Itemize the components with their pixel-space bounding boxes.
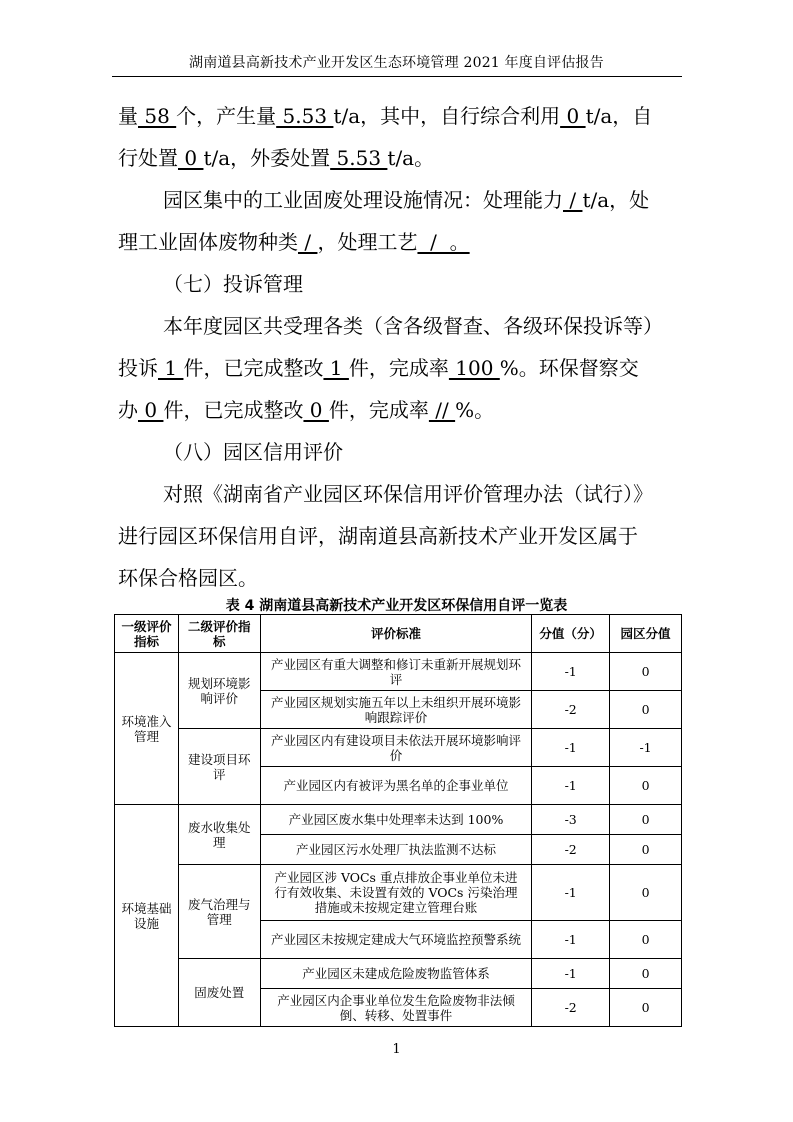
complaint-resolved: 1	[323, 356, 349, 380]
text: 投诉	[118, 356, 158, 380]
score-cell: -2	[532, 835, 610, 865]
complaint-rate: 100	[448, 356, 500, 380]
text: t/a，自	[585, 104, 653, 128]
header-level1: 一级评价指标	[115, 615, 179, 653]
text: 件，已完成整改	[183, 356, 324, 380]
solid-waste-line-2	[118, 142, 434, 171]
credit-evaluation-table	[114, 614, 682, 1027]
self-utilization-amount: 0	[560, 104, 586, 128]
park-score-cell: 0	[610, 835, 682, 865]
waste-types: /	[298, 230, 318, 254]
text: 件，完成率	[348, 356, 449, 380]
inspection-resolved: 0	[303, 398, 329, 422]
park-score-cell: 0	[610, 959, 682, 989]
header-divider	[112, 76, 682, 77]
score-cell: -1	[532, 653, 610, 691]
inspection-rate: //	[428, 398, 456, 422]
level1-cell: 环境基础设施	[115, 805, 179, 1027]
text: 园区集中的工业固废处理设施情况：处理能力	[163, 188, 563, 212]
page-header: 湖南道县高新技术产业开发区生态环境管理 2021 年度自评估报告	[189, 55, 604, 71]
text: 办	[118, 398, 138, 422]
text: t/a，其中，自行综合利用	[333, 104, 561, 128]
text: t/a，处	[582, 188, 650, 212]
text: 件，完成率	[328, 398, 429, 422]
complaint-line-2	[118, 352, 639, 381]
criteria-cell: 产业园区污水处理厂执法监测不达标	[260, 835, 531, 865]
table-row	[115, 959, 682, 989]
section-heading-credit: （八）园区信用评价	[163, 440, 343, 464]
park-score-cell: 0	[610, 653, 682, 691]
park-score-cell: 0	[610, 767, 682, 805]
criteria-cell: 产业园区有重大调整和修订未重新开展规划环评	[260, 653, 531, 691]
table-title: 表 4 湖南道县高新技术产业开发区环保信用自评一览表	[225, 598, 568, 614]
criteria-cell: 产业园区未按规定建成大气环境监控预警系统	[260, 921, 531, 959]
score-cell: -1	[532, 767, 610, 805]
section-heading-complaints: （七）投诉管理	[163, 272, 303, 296]
criteria-cell: 产业园区内企事业单位发生危险废物非法倾倒、转移、处置事件	[260, 989, 531, 1027]
self-disposal-amount: 0	[178, 146, 204, 170]
page-number: 1	[392, 1042, 401, 1057]
level2-cell: 建设项目环评	[178, 729, 260, 805]
park-score-cell: 0	[610, 691, 682, 729]
text: %。环保督察交	[499, 356, 639, 380]
park-score-cell: 0	[610, 989, 682, 1027]
level2-cell: 规划环境影响评价	[178, 653, 260, 729]
credit-line-2: 进行园区环保信用自评，湖南道县高新技术产业开发区属于	[118, 524, 638, 548]
treatment-capacity: /	[563, 188, 583, 212]
park-score-cell: 0	[610, 921, 682, 959]
text: t/a，外委处置	[203, 146, 331, 170]
text: %。	[455, 398, 495, 422]
text: 件，已完成整改	[163, 398, 304, 422]
score-cell: -1	[532, 959, 610, 989]
text: 个，产生量	[176, 104, 277, 128]
header-park-score: 园区分值	[610, 615, 682, 653]
complaint-line-1: 本年度园区共受理各类（含各级督查、各级环保投诉等）	[163, 314, 663, 338]
park-score-cell: 0	[610, 805, 682, 835]
complaint-line-3	[118, 394, 494, 423]
level2-cell: 废水收集处理	[178, 805, 260, 865]
text: 理工业固体废物种类	[118, 230, 298, 254]
park-score-cell: 0	[610, 865, 682, 921]
criteria-cell: 产业园区未建成危险废物监管体系	[260, 959, 531, 989]
level1-cell: 环境准入管理	[115, 653, 179, 805]
text: t/a。	[387, 146, 435, 170]
table-row	[115, 653, 682, 691]
score-cell: -2	[532, 989, 610, 1027]
credit-line-1: 对照《湖南省产业园区环保信用评价管理办法（试行）》	[163, 482, 653, 506]
facility-line-1	[163, 184, 649, 213]
enterprise-count: 58	[138, 104, 177, 128]
solid-waste-line-1	[118, 100, 652, 129]
level2-cell: 废气治理与管理	[178, 865, 260, 959]
header-criteria: 评价标准	[260, 615, 531, 653]
inspection-count: 0	[138, 398, 164, 422]
criteria-cell: 产业园区涉 VOCs 重点排放企事业单位未进行有效收集、未设置有效的 VOCs 污染治理措施或未按规定建立管理台账	[260, 865, 531, 921]
text: ，处理工艺	[317, 230, 418, 254]
score-cell: -3	[532, 805, 610, 835]
generation-amount: 5.53	[276, 104, 334, 128]
table-row	[115, 729, 682, 767]
header-score: 分值（分）	[532, 615, 610, 653]
park-score-cell: -1	[610, 729, 682, 767]
outsourced-disposal-amount: 5.53	[330, 146, 388, 170]
table-row	[115, 805, 682, 835]
facility-line-2	[118, 226, 470, 255]
table-row	[115, 865, 682, 921]
criteria-cell: 产业园区规划实施五年以上未组织开展环境影响跟踪评价	[260, 691, 531, 729]
criteria-cell: 产业园区废水集中处理率未达到 100%	[260, 805, 531, 835]
score-cell: -1	[532, 865, 610, 921]
score-cell: -1	[532, 729, 610, 767]
text: 行处置	[118, 146, 178, 170]
text: 量	[118, 104, 138, 128]
score-cell: -1	[532, 921, 610, 959]
criteria-cell: 产业园区内有建设项目未依法开展环境影响评价	[260, 729, 531, 767]
level2-cell: 固废处置	[178, 959, 260, 1027]
score-cell: -2	[532, 691, 610, 729]
criteria-cell: 产业园区内有被评为黑名单的企事业单位	[260, 767, 531, 805]
credit-line-3: 环保合格园区。	[118, 566, 258, 590]
table-header-row	[115, 615, 682, 653]
complaint-count: 1	[158, 356, 184, 380]
treatment-process: / 。	[417, 230, 470, 254]
header-level2: 二级评价指标	[178, 615, 260, 653]
